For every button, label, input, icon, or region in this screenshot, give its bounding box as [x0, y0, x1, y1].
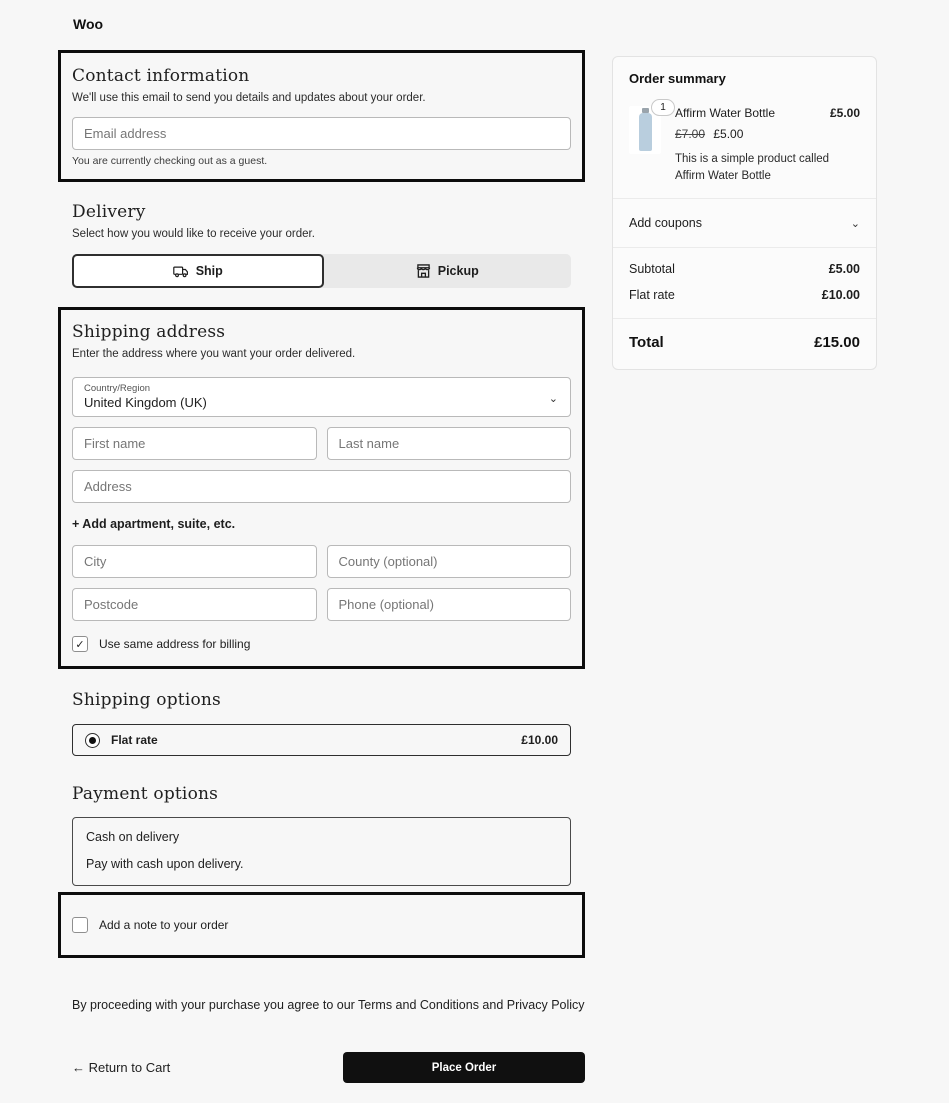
shipping-options-section [58, 687, 585, 759]
delivery-section [58, 199, 585, 291]
subtotal-row [629, 262, 860, 276]
subtotal-value: £5.00 [828, 262, 860, 277]
payment-method-label: Cash on delivery [86, 830, 180, 844]
shipping-address-section [58, 307, 585, 669]
contact-description: We'll use this email to send you details and updates about your order. [72, 92, 426, 104]
country-select-value: United Kingdom (UK) [84, 395, 207, 410]
flat-rate-label: Flat rate [111, 733, 158, 747]
checkout-layout [58, 50, 949, 1083]
order-note-section [58, 892, 585, 958]
county-input[interactable] [327, 545, 572, 578]
ship-toggle-option[interactable] [72, 254, 324, 288]
checkbox-unchecked-icon [72, 917, 88, 933]
city-input[interactable] [72, 545, 317, 578]
return-to-cart-link[interactable]: ← Return to Cart [72, 1060, 171, 1075]
payment-options-section [58, 781, 585, 889]
store-icon [416, 264, 431, 278]
postcode-input[interactable] [72, 588, 317, 621]
payment-method-description: Pay with cash upon delivery. [86, 857, 244, 871]
shipping-total-row [629, 288, 860, 302]
order-summary-card [612, 56, 877, 370]
shipping-address-title: Shipping address [72, 322, 226, 342]
contact-title: Contact information [72, 66, 250, 86]
delivery-method-toggle [72, 254, 571, 288]
add-coupons-toggle[interactable] [613, 199, 876, 247]
payment-options-title: Payment options [72, 784, 219, 804]
first-name-input[interactable] [72, 427, 317, 460]
chevron-down-icon: ⌄ [850, 217, 860, 230]
radio-selected-icon [85, 733, 100, 748]
delivery-description: Select how you would like to receive your order. [72, 228, 315, 240]
billing-same-address-checkbox[interactable] [72, 636, 571, 652]
contact-information-section [58, 50, 585, 182]
phone-input[interactable] [327, 588, 572, 621]
product-sale-price: £5.00 [713, 127, 744, 141]
guest-note: You are currently checking out as a guest. [72, 155, 268, 167]
shipping-total-value: £10.00 [821, 288, 860, 303]
place-order-button[interactable]: Place Order [343, 1052, 585, 1083]
site-logo[interactable]: Woo [73, 16, 104, 32]
subtotal-label: Subtotal [629, 262, 675, 277]
product-regular-price: £7.00 [675, 127, 706, 141]
ship-label: Ship [195, 264, 223, 278]
last-name-input[interactable] [327, 427, 572, 460]
total-label: Total [629, 334, 664, 352]
terms-text: By proceeding with your purchase you agree to our Terms and Conditions and Privacy Policy [72, 998, 585, 1012]
pickup-label: Pickup [437, 264, 479, 278]
total-value: £15.00 [814, 334, 860, 352]
country-select[interactable] [72, 377, 571, 417]
grand-total-row [613, 319, 876, 369]
shipping-total-label: Flat rate [629, 288, 675, 303]
checkout-actions [58, 1052, 585, 1083]
pickup-toggle-option[interactable] [324, 254, 572, 288]
product-name: Affirm Water Bottle [675, 106, 776, 120]
billing-checkbox-label: Use same address for billing [99, 637, 251, 651]
flat-rate-option[interactable] [72, 724, 571, 756]
cash-on-delivery-option[interactable] [72, 817, 571, 886]
order-note-checkbox[interactable] [72, 917, 571, 933]
order-note-label: Add a note to your order [99, 918, 229, 932]
product-description: This is a simple product called Affirm Water Bottle [675, 153, 830, 182]
product-line-price: £5.00 [829, 106, 860, 120]
address-input[interactable] [72, 470, 571, 503]
shipping-options-title: Shipping options [72, 690, 221, 710]
chevron-down-icon: ⌄ [548, 393, 558, 405]
email-input[interactable] [72, 117, 571, 150]
water-bottle-image [639, 113, 652, 151]
product-thumbnail [629, 102, 666, 184]
quantity-badge: 1 [651, 99, 675, 116]
cart-item-row [629, 102, 860, 184]
add-coupons-label: Add coupons [629, 216, 702, 231]
order-summary-title: Order summary [629, 71, 726, 86]
checkbox-checked-icon: ✓ [72, 636, 88, 652]
delivery-title: Delivery [72, 202, 146, 222]
flat-rate-price: £10.00 [521, 733, 558, 747]
shipping-address-description: Enter the address where you want your order delivered. [72, 348, 356, 360]
truck-icon [173, 265, 189, 278]
country-select-label: Country/Region [84, 383, 151, 394]
add-apartment-link[interactable]: + Add apartment, suite, etc. [72, 517, 236, 531]
checkout-form-column [58, 50, 585, 1083]
